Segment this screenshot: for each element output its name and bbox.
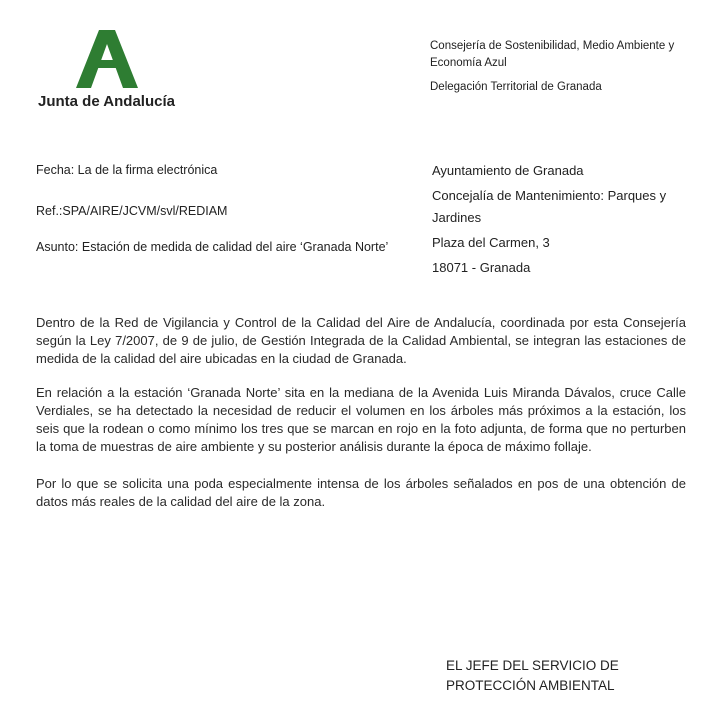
addressee-line: Plaza del Carmen, 3 [432,235,550,250]
signature-block [446,656,619,696]
header-department-block [430,38,690,96]
addressee-line: Concejalía de Mantenimiento: Parques y Jardines [432,188,667,225]
logo-text: Junta de Andalucía [38,93,175,110]
date-line: Fecha: La de la firma electrónica [36,163,218,177]
subject-line: Asunto: Estación de medida de calidad del aire ‘Granada Norte’ [36,240,389,254]
addressee-line: Ayuntamiento de Granada [432,163,584,178]
addressee-line: 18071 - Granada [432,260,531,275]
addressee-block [432,160,692,282]
body-paragraph: En relación a la estación ‘Granada Norte’ sita en la mediana de la Avenida Luis Miranda Dávalos, cruce Calle Verdiales, se ha detectado la necesidad de reducir el volumen en los árboles más próximos a la estación, los seis que la rodean o como mínimo los tres que se marcan en rojo en la foto adjunta, de forma que no perturben la toma de muestras de aire ambiente y su posterior análisis durante la época de máximo follaje. [36,385,686,454]
body-paragraph: Por lo que se solicita una poda especialmente intensa de los árboles señalados en pos de una obtención de datos más reales de la calidad del aire de la zona. [36,476,686,509]
department-name: Consejería de Sostenibilidad, Medio Ambiente y Economía Azul [430,40,675,69]
signature-line: EL JEFE DEL SERVICIO DE [446,658,619,673]
junta-a-logo-icon [76,30,138,90]
reference-line: Ref.:SPA/AIRE/JCVM/svl/REDIAM [36,204,228,218]
body-paragraph: Dentro de la Red de Vigilancia y Control de la Calidad del Aire de Andalucía, coordinada por esta Consejería según la Ley 7/2007, de 9 de julio, de Gestión Integrada de la Calidad Ambiental, se integran las estaciones de medida de la calidad del aire ubicadas en la ciudad de Granada. [36,315,686,366]
delegation-name: Delegación Territorial de Granada [430,81,602,93]
signature-line: PROTECCIÓN AMBIENTAL [446,678,615,693]
junta-logo [38,30,188,115]
